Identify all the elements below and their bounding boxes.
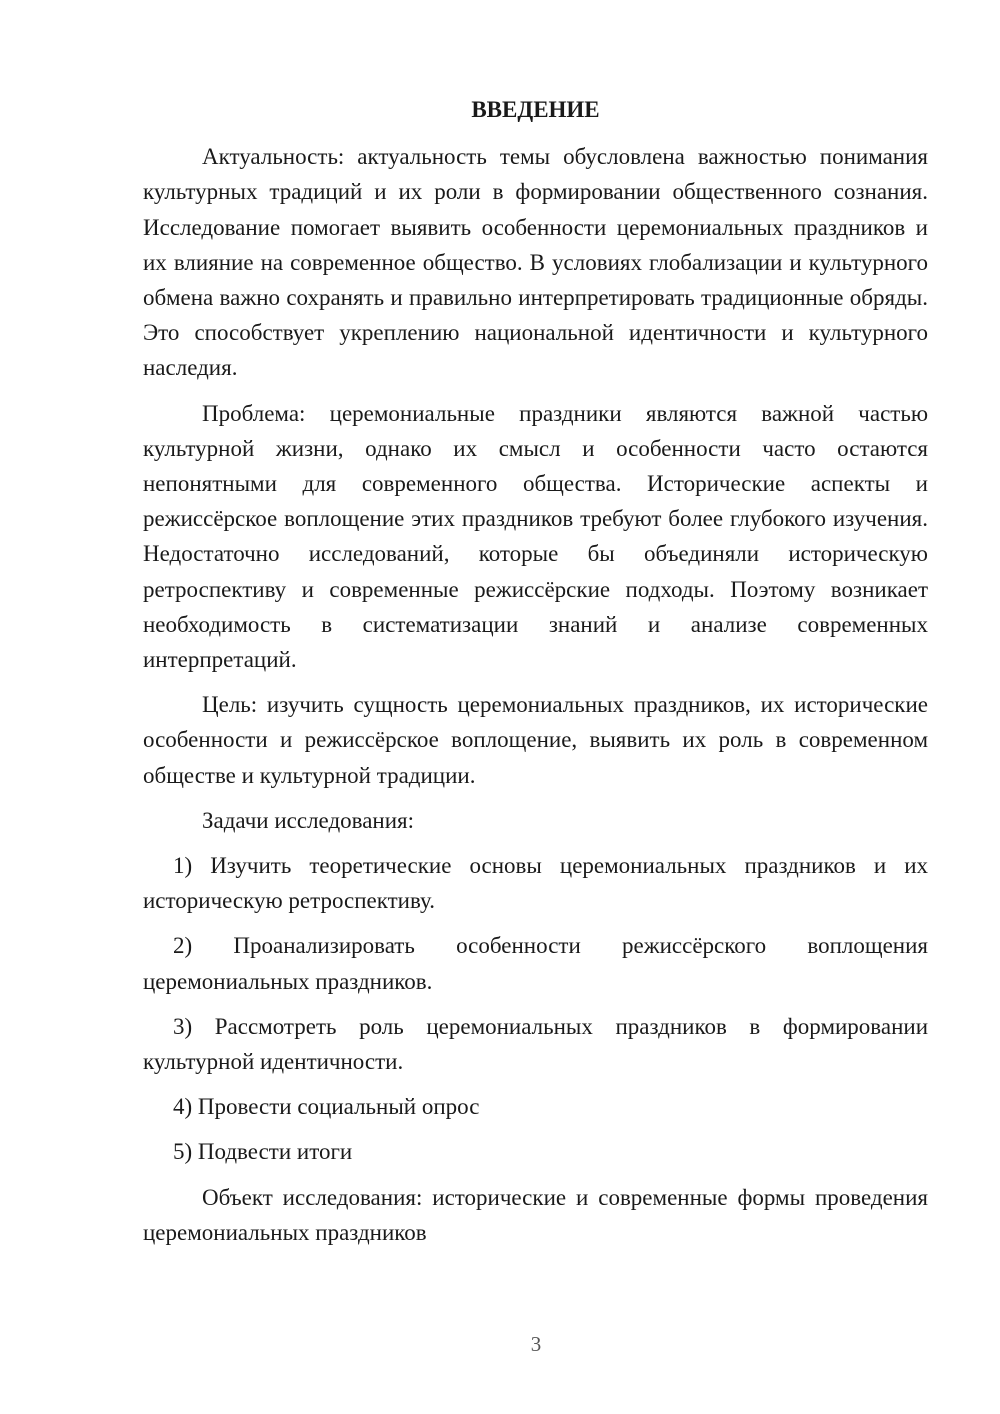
task-item-5: 5) Подвести итоги <box>173 1139 353 1165</box>
relevance-paragraph: Актуальность: актуальность темы обусловлена важностью понимания культурных традиций и их роли в формировании общественного сознания. Исследование помогает выявить особенности церемониальных праздников и их влияние на современное общество. В условиях глобализации и культурного обмена важно сохранять и правильно интерпретировать традиционные обряды. Это способствует укреплению национальной идентичности и культурного наследия. <box>143 144 928 381</box>
task-item-2: 2) Проанализировать особенности режиссёрского воплощения церемониальных праздников. <box>143 933 928 994</box>
object-paragraph: Объект исследования: исторические и современные формы проведения церемониальных праздников <box>143 1184 928 1245</box>
page-number: 3 <box>530 1332 542 1356</box>
goal-paragraph: Цель: изучить сущность церемониальных праздников, их исторические особенности и режиссёрское воплощение, выявить их роль в современном обществе и культурной традиции. <box>143 692 928 788</box>
page-title: ВВЕДЕНИЕ <box>471 97 600 122</box>
page-content <box>143 92 928 1260</box>
problem-paragraph: Проблема: церемониальные праздники являются важной частью культурной жизни, однако их смысл и особенности часто остаются непонятными для современного общества. Исторические аспекты и режиссёрское воплощение этих праздников требуют более глубокого изучения. Недостаточно исследований, которые бы объединяли историческую ретроспективу и современные режиссёрские подходы. Поэтому возникает необходимость в систематизации знаний и анализе современных интерпретаций. <box>143 400 928 673</box>
task-item-3: 3) Рассмотреть роль церемониальных праздников в формировании культурной идентичности. <box>143 1013 928 1075</box>
tasks-heading: Задачи исследования: <box>202 807 415 833</box>
task-item-1: 1) Изучить теоретические основы церемониальных праздников и их историческую ретроспективу. <box>143 853 928 914</box>
task-item-4: 4) Провести социальный опрос <box>173 1094 480 1120</box>
